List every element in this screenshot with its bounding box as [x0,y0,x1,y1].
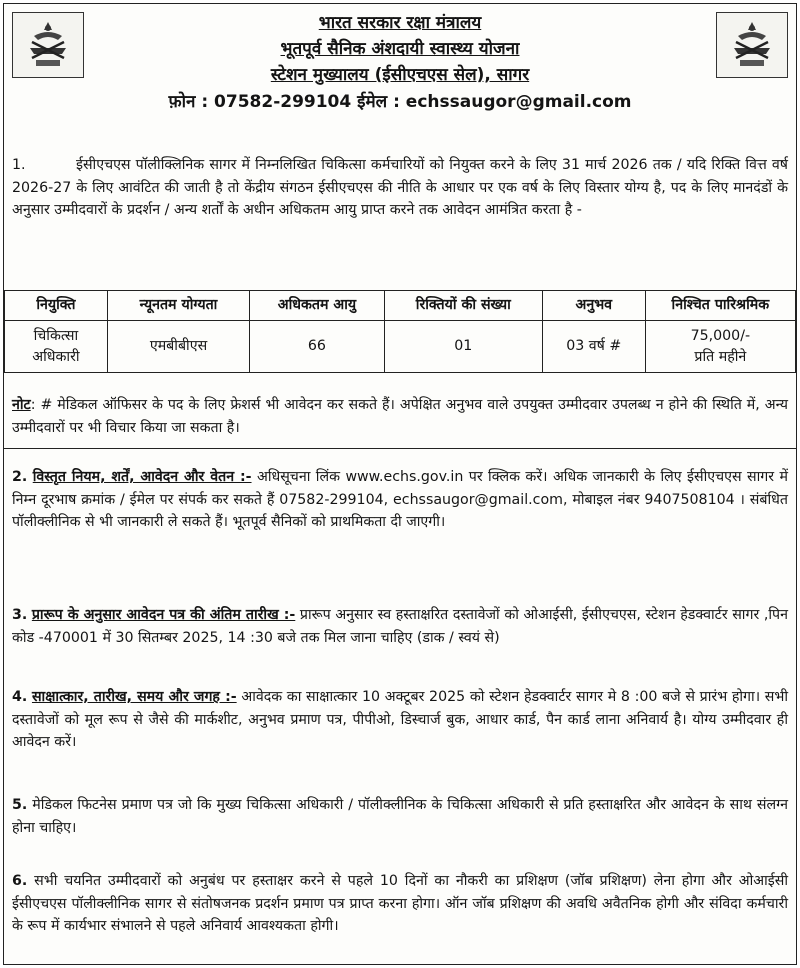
section-5 [12,794,788,839]
station-title: स्टेशन मुख्यालय (ईसीएचएस सेल), सागर [270,65,530,85]
section-heading: विस्तृत नियम, शर्तें, आवेदन और वेतन :- [32,469,252,485]
intro-text: ईसीएचएस पॉलीक्लिनिक सागर में निम्नलिखित चिकित्सा कर्मचारियों को नियुक्त करने के लिए 31 मार्च 2026 तक / यदि रिक्ति वित्त वर्ष 2026-27 के लिए आवंटित की जाती है तो केंद्रीय संगठन ईसीएचएस की नीति के आधार पर एक वर्ष के लिए विस्तार योग्य है, पद के लिए मानदंडों के अनुसार उम्मीदवारों के प्रदर्शन / अन्य शर्तों के अधीन अधिकतम आयु प्राप्त करने तक आवेदन आमंत्रित करता है - [12,157,788,218]
army-emblem-icon [726,18,778,72]
cell-vacancies: 01 [384,321,542,373]
section-number: 3. [12,607,28,623]
cell-qualification: एमबीबीएस [107,321,249,373]
header-vacancies: रिक्तियों की संख्या [384,291,542,321]
section-6 [12,870,788,938]
note-paragraph [12,394,788,439]
section-heading: साक्षात्कार, तारीख, समय और जगह :- [31,689,237,705]
section-number: 2. [12,469,28,485]
header-pay: निश्चित पारिश्रमिक [645,291,795,321]
vacancy-table [4,290,796,373]
header-max-age: अधिकतम आयु [250,291,384,321]
table-header-row [5,291,796,321]
intro-paragraph [12,154,788,222]
scheme-title: भूतपूर्व सैनिक अंशदायी स्वास्थ्य योजना [280,39,520,59]
army-emblem-icon [22,18,74,72]
section-number: 6. [12,873,28,889]
cell-post: चिकित्सा अधिकारी [5,321,108,373]
section-text: प्रारूप अनुसार स्व हस्ताक्षरित दस्तावेजों को ओआईसी, ईसीएचएस, स्टेशन हेडक्वार्टर सागर ,पिन कोड -470001 में 30 सितम्बर 2025, 14 :30 बजे तक मिल जाना चाहिए (डाक / स्वयं से) [12,607,788,646]
notice-page [3,3,797,965]
section-text: आवेदक का साक्षात्कार 10 अक्टूबर 2025 को स्टेशन हेडक्वार्टर सागर मे 8 :00 बजे से प्रारंभ होगा। सभी दस्तावेजों को मूल रूप से जैसे की मार्कशीट, अनुभव प्रमाण पत्र, पीपीओ, डिस्चार्ज बुक, आधार कार्ड, पैन कार्ड लाना अनिवार्य है। योग्य उम्मीदवार ही आवेदन करें। [12,689,788,750]
section-text: मेडिकल फिटनेस प्रमाण पत्र जो कि मुख्य चिकित्सा अधिकारी / पॉलीक्लीनिक के चिकित्सा अधिकारी से प्रति हस्ताक्षरित और आवेदन के साथ संलग्न होना चाहिए। [12,797,788,836]
pay-period: प्रति महीने [694,348,747,365]
header-experience: अनुभव [542,291,645,321]
army-emblem-right [716,12,788,78]
contact-line: फ़ोन : 07582-299104 ईमेल : echssaugor@gmail.com [168,92,632,112]
section-4 [12,686,788,754]
section-number: 5. [12,797,28,813]
note-label: नोट [12,397,31,413]
cell-max-age: 66 [250,321,384,373]
table-row [5,321,796,373]
header-qualification: न्यूनतम योग्यता [107,291,249,321]
pay-amount: 75,000/- [690,327,751,344]
ministry-title: भारत सरकार रक्षा मंत्रालय [318,13,482,33]
section-text: सभी चयनित उम्मीदवारों को अनुबंध पर हस्ताक्षर करने से पहले 10 दिनों का नौकरी का प्रशिक्षण (जॉब प्रशिक्षण) लेना होगा और ओआईसी ईसीएचएस पॉलीक्लीनिक सागर से संतोषजनक प्रदर्शन प्रमाण पत्र प्राप्त करना होगा। ऑन जॉब प्रशिक्षण की अवधि अवैतनिक होगी और संविदा कर्मचारी के रूप में कार्यभार संभालने से पहले अनिवार्य आवश्यकता होगी। [12,873,788,934]
divider [4,448,796,449]
section-text: अधिसूचना लिंक www.echs.gov.in पर क्लिक करें। अधिक जानकारी के लिए ईसीएचएस सागर में निम्न दूरभाष क्रमांक / ईमेल पर संपर्क कर सकते हैं 07582-299104, echssaugor@gmail.com, मोबाइल नंबर 9407508104 । संबंधित पॉलीक्लीनिक से भी जानकारी ले सकते हैं। भूतपूर्व सैनिकों को प्राथमिकता दी जाएगी। [12,469,788,530]
section-number: 4. [12,689,28,705]
section-heading: प्रारूप के अनुसार आवेदन पत्र की अंतिम तारीख :- [31,607,296,623]
cell-pay [645,321,795,373]
note-text: : # मेडिकल ऑफिसर के पद के लिए फ्रेशर्स भी आवेदन कर सकते हैं। अपेक्षित अनुभव वाले उपयुक्त उम्मीदवार उपलब्ध न होने की स्थिति में, अन्य उम्मीदवारों पर भी विचार किया जा सकता है। [12,397,788,436]
section-3 [12,604,788,649]
cell-experience: 03 वर्ष # [542,321,645,373]
section-2 [12,466,788,534]
intro-number: 1. [12,157,26,173]
letterhead [94,10,706,116]
header-post: नियुक्ति [5,291,108,321]
army-emblem-left [12,12,84,78]
